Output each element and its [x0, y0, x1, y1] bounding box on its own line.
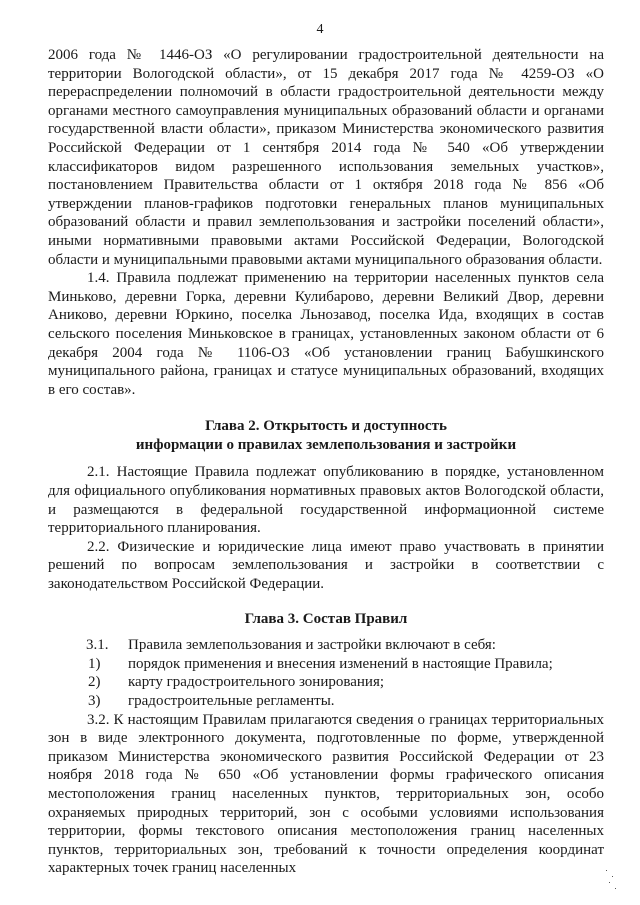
list-item	[48, 673, 604, 692]
scan-speck	[615, 888, 616, 889]
scan-speck	[609, 882, 610, 883]
paragraph-2-1: 2.1. Настоящие Правила подлежат опубликованию в порядке, установленном для официального опубликования нормативных правовых актов Вологодской области, и размещаются в федеральной государственной информационной системе территориального планирования.	[48, 464, 604, 537]
page-number: 4	[316, 22, 324, 37]
list-item-text: порядок применения и внесения изменений в настоящие Правила;	[128, 655, 553, 672]
list-item	[48, 692, 604, 711]
paragraph-3-1-text: Правила землепользования и застройки включают в себя:	[128, 637, 496, 654]
paragraph-3-1	[48, 636, 604, 655]
list-item-number: 2)	[88, 674, 101, 691]
chapter-3-heading: Глава 3. Состав Правил	[244, 610, 408, 627]
list-item	[48, 655, 604, 674]
scan-speck	[612, 876, 613, 877]
list-item-number: 1)	[88, 655, 101, 672]
list-item-text: карту градостроительного зонирования;	[128, 674, 385, 691]
chapter-2-title-line-1: Глава 2. Открытость и доступность	[205, 418, 447, 435]
paragraph-3-1-number: 3.1.	[86, 637, 109, 654]
paragraph-2-2: 2.2. Физические и юридические лица имеют право участвовать в принятии решений по вопросам землепользования и застройки в соответствии с законодательством Российской Федерации.	[48, 538, 604, 593]
document-body	[48, 46, 604, 878]
paragraph-3-2: 3.2. К настоящим Правилам прилагаются сведения о границах территориальных зон в виде электронного документа, подготовленные по форме, утвержденной приказом Министерства экономического развития Российской Федерации от 23 ноября 2018 года № 650 «Об установлении формы графического описания местоположения границ населенных пунктов, территориальных зон, особо охраняемых природных территорий, зон с особыми условиями использования территории, формы текстового описания местоположения границ населенных пунктов, территориальных зон, требований к точности определения координат характерных точек границ населенных	[48, 711, 604, 877]
scan-speck	[606, 870, 607, 871]
chapter-2-heading	[48, 417, 604, 454]
list-item-text: градостроительные регламенты.	[128, 693, 335, 709]
list-item-number: 3)	[88, 693, 101, 709]
paragraph-1-4: 1.4. Правила подлежат применению на территории населенных пунктов села Миньково, деревни Горка, деревни Кулибарово, деревни Великий Двор, деревни Аниково, деревни Юркино, поселка Льнозавод, поселка Ида, входящих в состав сельского поселения Миньковское в границах, установленных законом области от 6 декабря 2004 года № 1106-ОЗ «Об установлении границ Бабушкинского муниципального района, границах и статусе муниципальных образований, входящих в его состав».	[48, 270, 604, 398]
chapter-2-title-line-2: информации о правилах землепользования и застройки	[135, 436, 517, 453]
intro-paragraph: 2006 года № 1446-ОЗ «О регулировании градостроительной деятельности на территории Вологодской области», от 15 декабря 2017 года № 4259-ОЗ «О перераспределении полномочий в области градостроительной деятельности между органами местного самоуправления муниципальных образований области и органами государственной власти области», приказом Министерства экономического развития Российской Федерации от 1 сентября 2014 года № 540 «Об утверждении классификаторов видом разрешенного использования земельных участков», постановлением Правительства области от 1 октября 2018 года № 856 «Об утверждении планов-графиков подготовки генеральных планов муниципальных образований области и правил землепользования и застройки поселений области», иными нормативными правовыми актами Российской Федерации, Вологодской области и муниципальными правовыми актами муниципального образования области.	[48, 47, 604, 268]
